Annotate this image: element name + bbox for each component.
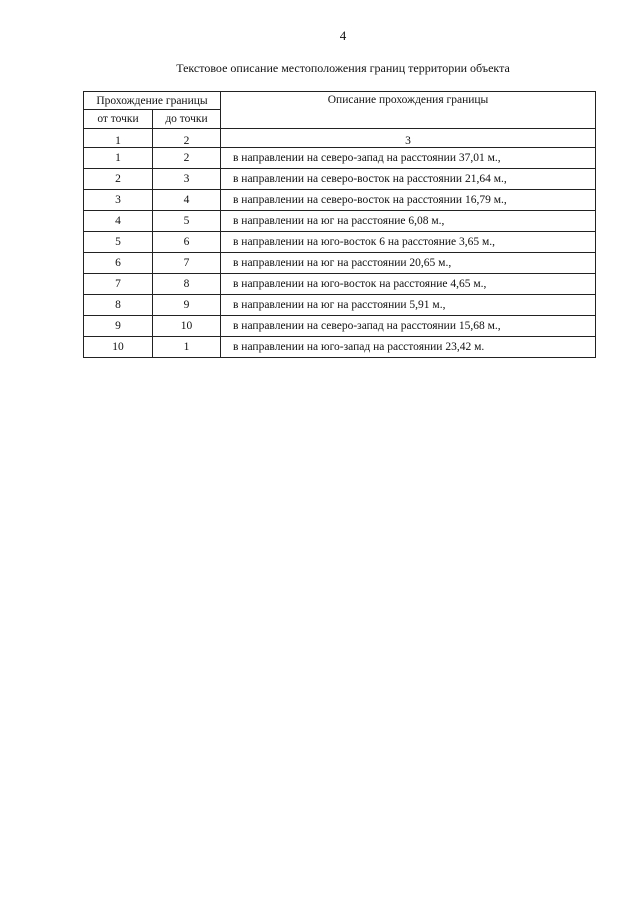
column-number-1: 1 [84,129,153,148]
from-point-cell: 3 [84,190,153,211]
to-point-cell: 9 [153,295,221,316]
description-cell: в направлении на юг на расстоянии 5,91 м., [221,295,596,316]
to-point-cell: 7 [153,253,221,274]
description-cell: в направлении на северо-запад на расстоянии 37,01 м., [221,148,596,169]
from-point-cell: 4 [84,211,153,232]
table-row [84,148,596,169]
to-point-cell: 1 [153,337,221,358]
header-boundary-passage: Прохождение границы [84,92,221,110]
from-point-cell: 8 [84,295,153,316]
boundary-description-table [83,91,596,358]
document-title: Текстовое описание местоположения границ территории объекта [176,61,510,75]
description-cell: в направлении на северо-запад на расстоянии 15,68 м., [221,316,596,337]
description-cell: в направлении на северо-восток на расстоянии 21,64 м., [221,169,596,190]
table-row [84,211,596,232]
from-point-cell: 9 [84,316,153,337]
description-cell: в направлении на северо-восток на расстоянии 16,79 м., [221,190,596,211]
from-point-cell: 2 [84,169,153,190]
to-point-cell: 3 [153,169,221,190]
description-cell: в направлении на юго-восток на расстояние 4,65 м., [221,274,596,295]
table-row [84,169,596,190]
description-cell: в направлении на юго-запад на расстоянии 23,42 м. [221,337,596,358]
to-point-cell: 10 [153,316,221,337]
to-point-cell: 2 [153,148,221,169]
to-point-cell: 8 [153,274,221,295]
from-point-cell: 5 [84,232,153,253]
header-boundary-description: Описание прохождения границы [221,92,596,129]
table-row [84,190,596,211]
header-to-point: до точки [153,110,221,129]
column-number-3: 3 [221,129,596,148]
header-from-point: от точки [84,110,153,129]
table-row [84,295,596,316]
column-number-2: 2 [153,129,221,148]
description-cell: в направлении на юг на расстояние 6,08 м., [221,211,596,232]
from-point-cell: 6 [84,253,153,274]
from-point-cell: 10 [84,337,153,358]
table-row [84,337,596,358]
description-cell: в направлении на юго-восток 6 на расстояние 3,65 м., [221,232,596,253]
table-row [84,253,596,274]
table-row [84,316,596,337]
from-point-cell: 7 [84,274,153,295]
description-cell: в направлении на юг на расстоянии 20,65 м., [221,253,596,274]
to-point-cell: 6 [153,232,221,253]
table-row [84,232,596,253]
to-point-cell: 4 [153,190,221,211]
page-number: 4 [339,28,347,43]
to-point-cell: 5 [153,211,221,232]
from-point-cell: 1 [84,148,153,169]
table-row [84,274,596,295]
